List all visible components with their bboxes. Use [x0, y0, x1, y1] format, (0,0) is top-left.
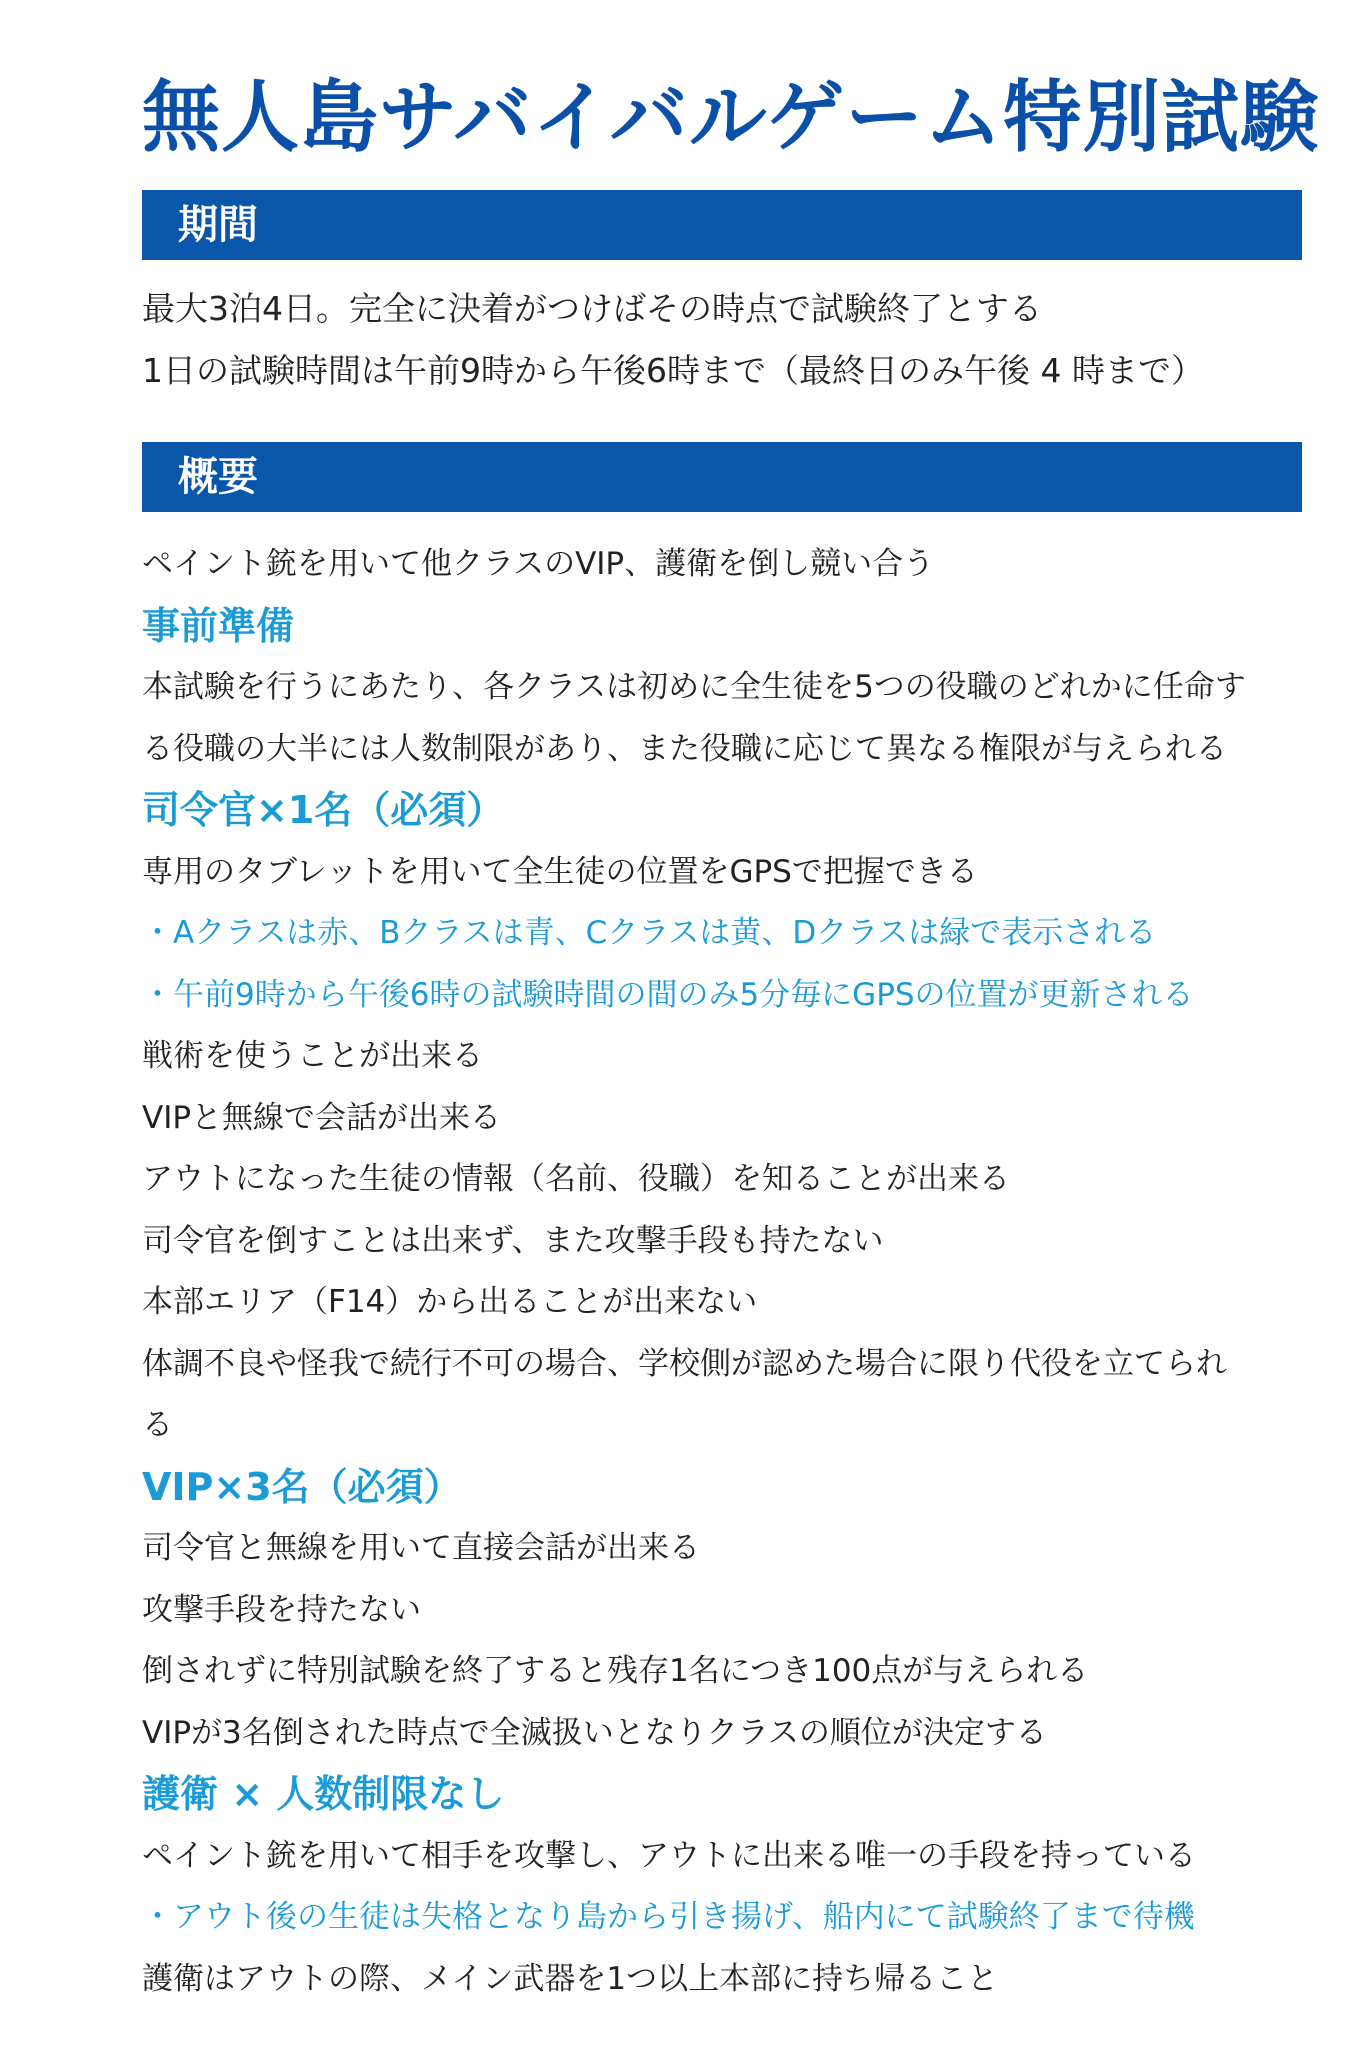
document-title: 無人島サバイバルゲーム特別試験	[142, 73, 1320, 163]
preparation-line: 本試験を行うにあたり、各クラスは初めに全生徒を5つの役職のどれかに任命す	[142, 669, 1246, 705]
document-page	[142, 0, 1320, 2010]
commander-line: 司令官を倒すことは出来ず、また攻撃手段も持たない	[142, 1222, 884, 1259]
subheading-vip: VIP×3名（必須）	[142, 1464, 462, 1509]
vip-line: VIPが3名倒された時点で全滅扱いとなりクラスの順位が決定する	[142, 1714, 1047, 1751]
commander-line: る	[142, 1407, 173, 1443]
commander-line: アウトになった生徒の情報（名前、役職）を知ることが出来る	[142, 1161, 1010, 1197]
subheading-guard: 護衛 × 人数制限なし	[142, 1772, 505, 1816]
commander-note: ・Aクラスは赤、Bクラスは青、Cクラスは黄、Dクラスは緑で表示される	[142, 915, 1157, 951]
vip-line: 攻撃手段を持たない	[142, 1591, 421, 1628]
guard-line: 護衛はアウトの際、メイン武器を1つ以上本部に持ち帰ること	[142, 1960, 999, 1997]
overview-section	[142, 512, 1302, 2010]
commander-line: VIPと無線で会話が出来る	[142, 1099, 502, 1136]
period-line: 1日の試験時間は午前9時から午後6時まで（最終日のみ午後 4 時まで）	[142, 351, 1204, 390]
guard-line: ペイント銃を用いて相手を攻撃し、アウトに出来る唯一の手段を持っている	[142, 1837, 1196, 1874]
vip-line: 倒されずに特別試験を終了すると残存1名につき100点が与えられる	[142, 1653, 1089, 1689]
commander-note: ・午前9時から午後6時の試験時間の間のみ5分毎にGPSの位置が更新される	[142, 976, 1194, 1013]
guard-note: ・アウト後の生徒は失格となり島から引き揚げ、船内にて試験終了まで待機	[142, 1899, 1195, 1935]
section-header-period: 期間	[142, 190, 1302, 260]
subheading-commander: 司令官×1名（必須）	[142, 788, 505, 832]
vip-line: 司令官と無線を用いて直接会話が出来る	[142, 1530, 700, 1566]
commander-line: 戦術を使うことが出来る	[142, 1038, 483, 1074]
commander-line: 本部エリア（F14）から出ることが出来ない	[142, 1284, 758, 1320]
commander-line: 専用のタブレットを用いて全生徒の位置をGPSで把握できる	[142, 853, 978, 890]
preparation-line: る役職の大半には人数制限があり、また役職に応じて異なる権限が与えられる	[142, 730, 1227, 767]
period-section	[142, 260, 1302, 402]
subheading-preparation: 事前準備	[142, 603, 295, 648]
overview-intro: ペイント銃を用いて他クラスのVIP、護衛を倒し競い合う	[142, 546, 935, 582]
period-line: 最大3泊4日。完全に決着がつけばその時点で試験終了とする	[142, 289, 1042, 328]
section-header-overview: 概要	[142, 442, 1302, 512]
commander-line: 体調不良や怪我で続行不可の場合、学校側が認めた場合に限り代役を立てられ	[142, 1345, 1227, 1382]
